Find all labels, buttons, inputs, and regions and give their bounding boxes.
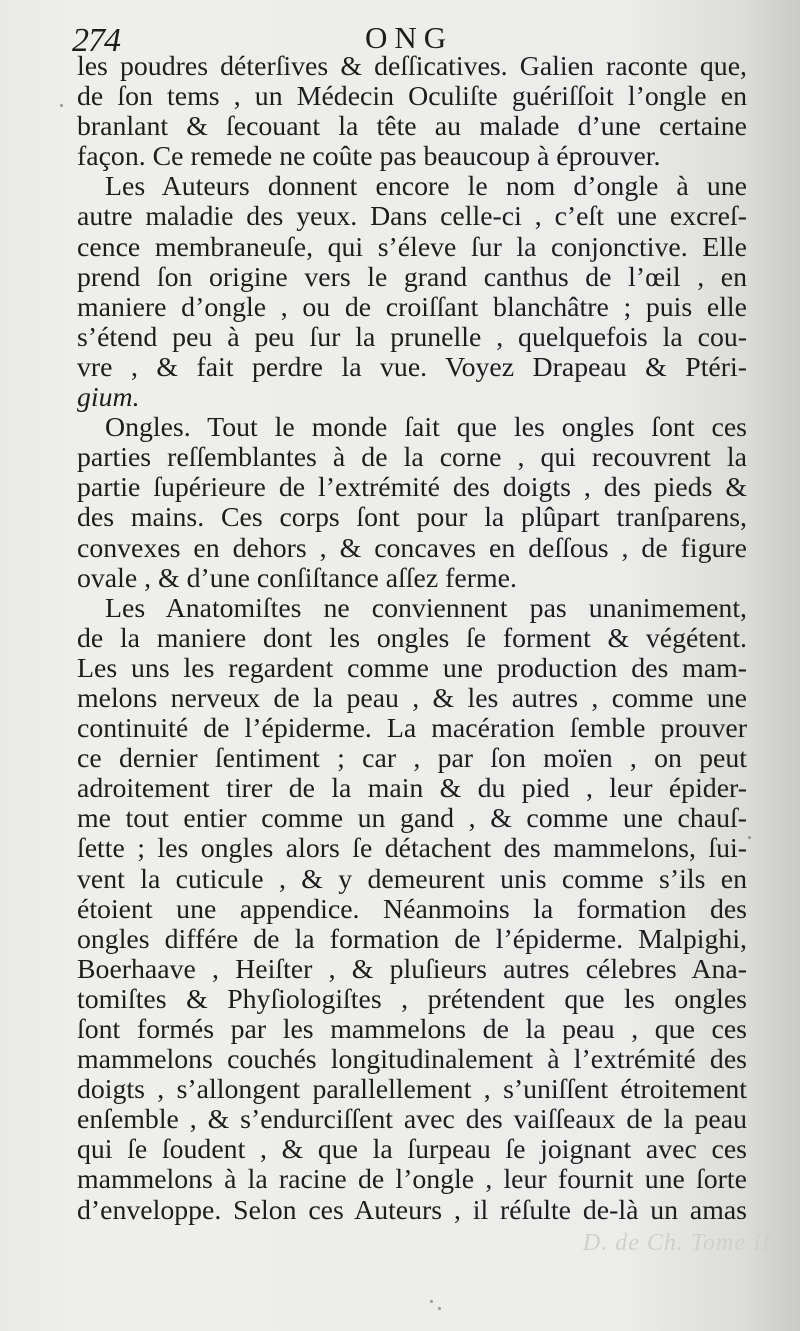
body-text <box>77 52 747 1226</box>
text-line: parties reſſemblantes à de la corne , qui recouvrent la <box>77 443 747 474</box>
text-line: ovale , & d’une conſiſtance aſſez ferme. <box>77 563 517 594</box>
paper-speck <box>430 1300 433 1303</box>
text-line: mammelons couchés longitudinalement à l’extrémité des <box>77 1045 747 1076</box>
text-line: Les Anatomiſtes ne conviennent pas unanimement, <box>105 593 747 624</box>
text-line: cence membraneuſe, qui s’éleve ſur la conjonctive. Elle <box>77 232 747 263</box>
text-line: adroitement tirer de la main & du pied , leur épider- <box>77 774 747 805</box>
text-line: d’enveloppe. Selon ces Auteurs , il réſulte de-là un amas <box>77 1195 747 1226</box>
text-line: gium. <box>77 383 140 414</box>
text-line: enſemble , & s’endurciſſent avec des vaiſſeaux de la peau <box>77 1105 747 1136</box>
text-line: maniere d’ongle , ou de croiſſant blanchâtre ; puis elle <box>77 292 747 323</box>
text-line: de ſon tems , un Médecin Oculiſte guériſſoit l’ongle en <box>77 82 747 113</box>
text-line: de la maniere dont les ongles ſe forment & végétent. <box>77 623 747 654</box>
text-line: ſette ; les ongles alors ſe détachent des mammelons, ſui- <box>77 834 747 865</box>
text-line: les poudres déterſives & deſſicatives. Galien raconte que, <box>77 52 747 82</box>
text-line: mammelons à la racine de l’ongle , leur fournit une ſorte <box>77 1165 747 1196</box>
text-line: Ongles. Tout le monde ſait que les ongles ſont ces <box>105 413 747 444</box>
page-number: 274 <box>72 22 120 59</box>
text-line: me tout entier comme un gand , & comme une chauſ- <box>77 804 747 835</box>
paper-speck <box>748 836 751 839</box>
text-line: tomiſtes & Phyſiologiſtes , prétendent que les ongles <box>77 984 747 1015</box>
text-line: ce dernier ſentiment ; car , par ſon moïen , on peut <box>77 744 747 775</box>
text-line: Les Auteurs donnent encore le nom d’ongle à une <box>105 172 747 203</box>
paper-speck <box>438 1307 441 1310</box>
text-line: vent la cuticule , & y demeurent unis comme s’ils en <box>77 864 747 895</box>
text-line: ongles différe de la formation de l’épiderme. Malpighi, <box>77 924 747 955</box>
text-line: vre , & fait perdre la vue. Voyez Drapeau & Ptéri- <box>77 352 747 383</box>
text-line: étoient une appendice. Néanmoins la formation des <box>77 894 747 925</box>
running-head: ONG <box>365 20 454 55</box>
text-line: ſont formés par les mammelons de la peau , que ces <box>77 1015 747 1045</box>
text-line: Boerhaave , Heiſter , & pluſieurs autres célebres Ana- <box>77 954 747 985</box>
text-line: branlant & ſecouant la tête au malade d’une certaine <box>77 112 747 143</box>
text-line: melons nerveux de la peau , & les autres , comme une <box>77 683 747 714</box>
text-line: prend ſon origine vers le grand canthus de l’œil , en <box>77 262 747 293</box>
text-line: convexes en dehors , & concaves en deſſous , de figure <box>77 533 747 564</box>
text-line: doigts , s’allongent parallellement , s’uniſſent étroitement <box>77 1075 747 1106</box>
paper-speck <box>60 104 63 107</box>
text-line: partie ſupérieure de l’extrémité des doigts , des pieds & <box>77 473 747 504</box>
text-line: s’étend peu à peu ſur la prunelle , quelquefois la cou- <box>77 322 747 353</box>
text-line: autre maladie des yeux. Dans celle-ci , c’eſt une excreſ- <box>77 202 747 233</box>
text-line: des mains. Ces corps ſont pour la plûpart tranſparens, <box>77 503 747 534</box>
text-line: façon. Ce remede ne coûte pas beaucoup à éprouver. <box>77 142 661 173</box>
text-line: Les uns les regardent comme une production des mam- <box>77 653 747 684</box>
bleed-through-text: D. de Ch. Tome II. <box>582 1230 778 1256</box>
text-line: continuité de l’épiderme. La macération ſemble prouver <box>77 714 747 745</box>
text-line: qui ſe ſoudent , & que la ſurpeau ſe joignant avec ces <box>77 1135 747 1166</box>
